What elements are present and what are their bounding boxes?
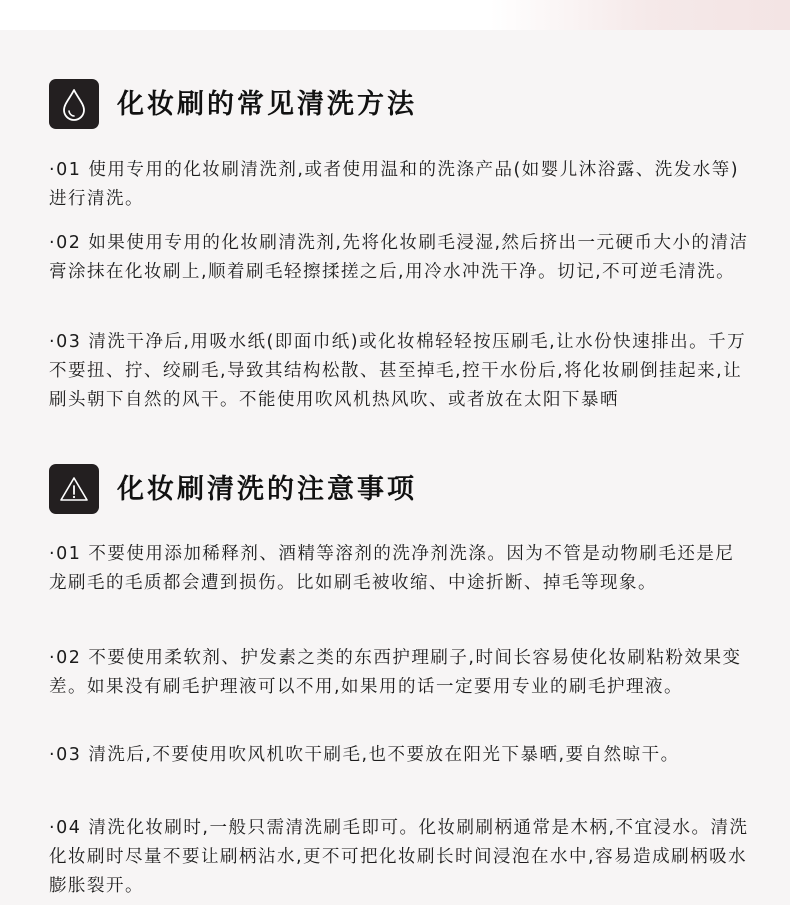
method-item-02: ·02 如果使用专用的化妆刷清洗剂,先将化妆刷毛浸湿,然后挤出一元硬币大小的清洁膏涂抹在化妆刷上,顺着刷毛轻擦揉搓之后,用冷水冲洗干净。切记,不可逆毛清洗。 <box>49 233 749 282</box>
precaution-item-02: ·02 不要使用柔软剂、护发素之类的东西护理刷子,时间长容易使化妆刷粘粉效果变差。如果没有刷毛护理液可以不用,如果用的话一定要用专业的刷毛护理液。 <box>49 648 742 697</box>
precaution-item-04: ·04 清洗化妆刷时,一般只需清洗刷毛即可。化妆刷刷柄通常是木柄,不宜浸水。清洗化妆刷时尽量不要让刷柄沾水,更不可把化妆刷长时间浸泡在水中,容易造成刷柄吸水膨胀裂开。 <box>49 818 749 896</box>
method-item-03: ·03 清洗干净后,用吸水纸(即面巾纸)或化妆棉轻轻按压刷毛,让水份快速排出。千万不要扭、拧、绞刷毛,导致其结构松散、甚至掉毛,控干水份后,将化妆刷倒挂起来,让刷头朝下自然的风干。不能使用吹风机热风吹、或者放在太阳下暴晒 <box>49 332 747 410</box>
warning-triangle-icon <box>49 464 99 514</box>
method-item-01: ·01 使用专用的化妆刷清洗剂,或者使用温和的洗涤产品(如婴儿沐浴露、洗发水等)进行清洗。 <box>49 160 740 209</box>
content-page <box>0 30 790 905</box>
section-header-precautions <box>49 464 417 514</box>
precaution-item-03: ·03 清洗后,不要使用吹风机吹干刷毛,也不要放在阳光下暴晒,要自然晾干。 <box>49 745 680 765</box>
water-drop-icon <box>49 79 99 129</box>
precaution-item-01: ·01 不要使用添加稀释剂、酒精等溶剂的洗净剂洗涤。因为不管是动物刷毛还是尼龙刷毛的毛质都会遭到损伤。比如刷毛被收缩、中途折断、掉毛等现象。 <box>49 544 735 593</box>
section-title: 化妆刷清洗的注意事项 <box>117 473 417 505</box>
section-header-cleaning-methods <box>49 79 417 129</box>
top-banner-strip <box>0 0 790 30</box>
section-title: 化妆刷的常见清洗方法 <box>117 88 417 120</box>
